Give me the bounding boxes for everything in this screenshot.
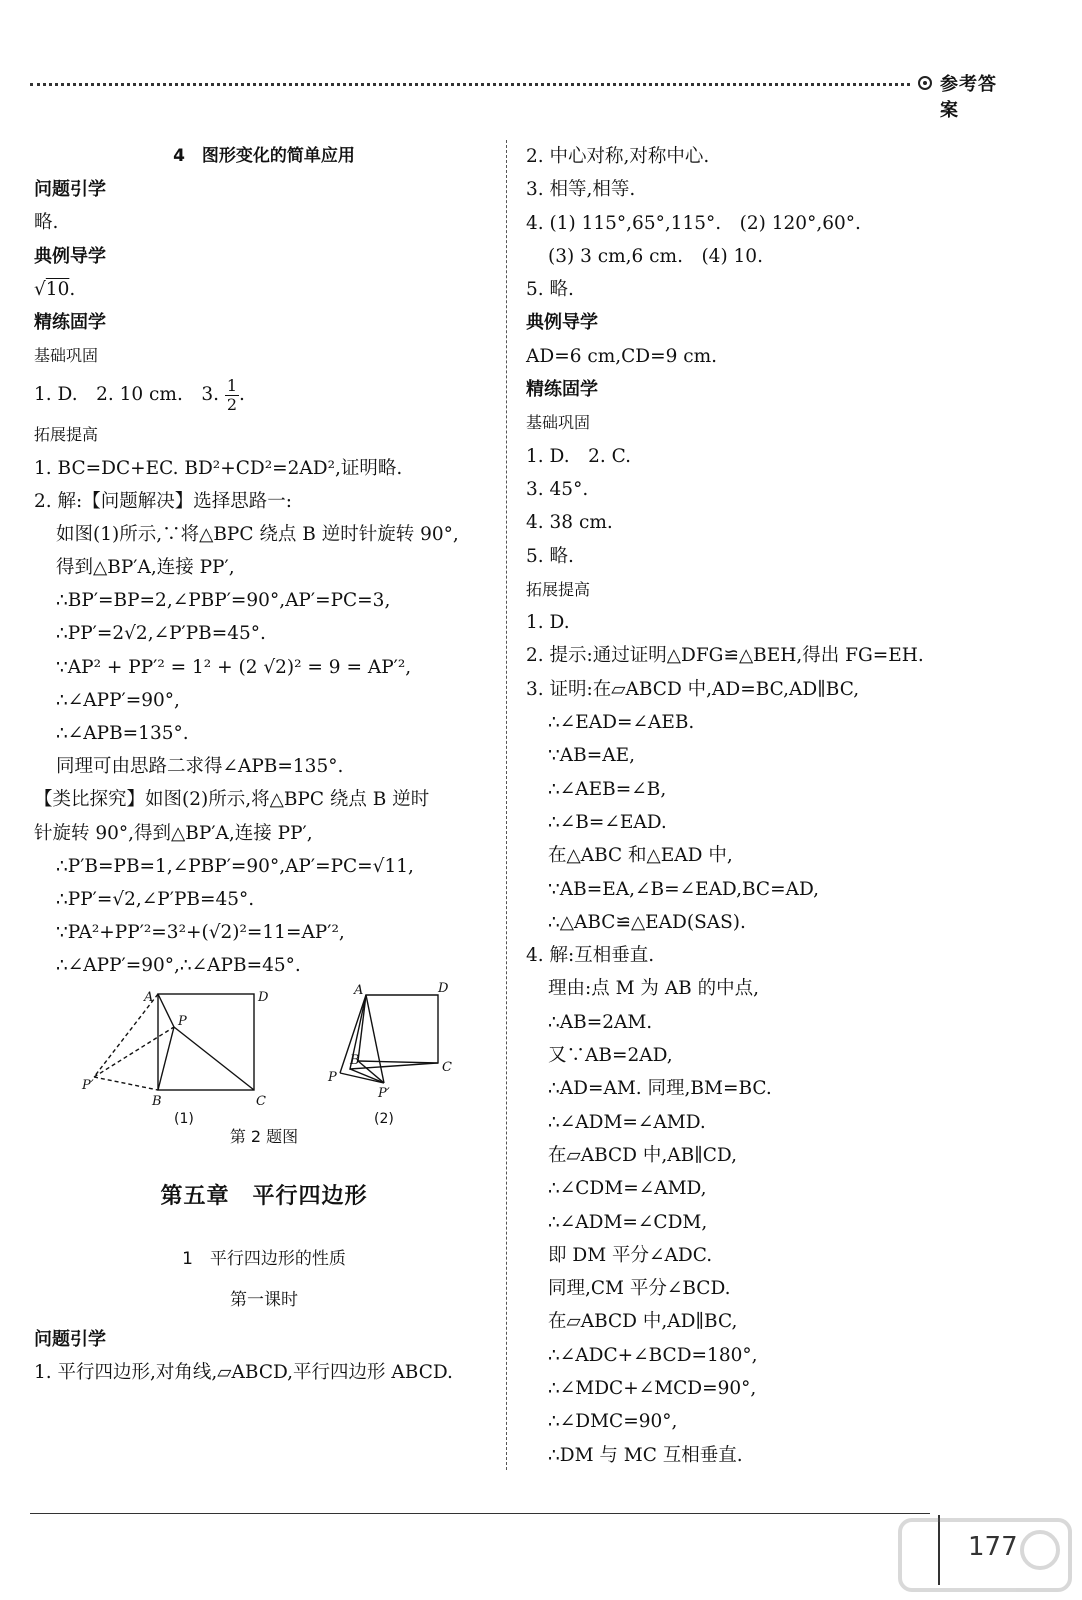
answer-line: ∴AB=2AM.: [548, 1011, 653, 1033]
answer-line: ∴∠ADC+∠BCD=180°,: [548, 1344, 758, 1366]
heading-dianli-r: 典例导学: [526, 312, 598, 334]
answer-line: 1. D. 2. C.: [526, 445, 631, 467]
page-number: 177: [968, 1532, 1018, 1562]
heading-wentiyinxue-2: 问题引学: [34, 1328, 106, 1350]
answer-line: 又∵AB=2AD,: [548, 1045, 673, 1067]
segment-pc-1: [174, 1027, 254, 1090]
answer-line: 5. 略.: [526, 279, 574, 301]
answer-line: ∵AB=EA,∠B=∠EAD,BC=AD,: [548, 878, 819, 900]
answer-line: 1. BC=DC+EC. BD²+CD²=2AD²,证明略.: [34, 457, 403, 479]
header-title: 参考答案: [940, 74, 997, 121]
answer-line: 5. 略.: [526, 545, 574, 567]
answer-line: ∵PA²+PP′²=3²+(√2)²=11=AP′²,: [56, 922, 345, 944]
answer-line: 同理可由思路二求得∠APB=135°.: [56, 756, 344, 778]
answer-line: 3. 证明:在▱ABCD 中,AD=BC,AD∥BC,: [526, 678, 860, 700]
answer-line: ∴∠AEB=∠B,: [548, 778, 667, 800]
header-dotted-rule: [30, 83, 910, 86]
subheading-tuozhan: 拓展提高: [34, 425, 99, 445]
answer-line: 1. D.: [526, 612, 570, 634]
answer-line: ∴△ABC≌△EAD(SAS).: [548, 911, 746, 933]
answer-line: 【类比探究】如图(2)所示,将△BPC 绕点 B 逆时: [34, 789, 430, 811]
answer-line: 得到△BP′A,连接 PP′,: [56, 557, 235, 579]
heading-jinglian: 精练固学: [34, 311, 106, 333]
lesson-title: 1 平行四边形的性质: [182, 1248, 346, 1269]
answer-line: 3. 45°.: [526, 478, 589, 500]
answer-line: ∴∠MDC+∠MCD=90°,: [548, 1377, 757, 1399]
answer-line: ∴PP′=√2,∠P′PB=45°.: [56, 888, 255, 910]
label-p-prime-1: P′: [82, 1077, 94, 1093]
answer-line: ∴∠ADM=∠AMD.: [548, 1111, 706, 1133]
answer-line: ∵AB=AE,: [548, 745, 635, 767]
column-divider: [506, 140, 507, 1470]
answer-line: 同理,CM 平分∠BCD.: [548, 1278, 731, 1300]
answer-line: 即 DM 平分∠ADC.: [548, 1244, 713, 1266]
answer-line: 在▱ABCD 中,AD∥BC,: [548, 1311, 738, 1333]
fraction: [225, 377, 239, 414]
fraction-numerator: 1: [226, 375, 238, 395]
caption-fig-2: (2): [374, 1110, 394, 1127]
answer-line: 在▱ABCD 中,AB∥CD,: [548, 1144, 737, 1166]
figure-caption: 第 2 题图: [229, 1126, 299, 1146]
figure-2: [340, 995, 438, 1083]
answer-line: ∴∠DMC=90°,: [548, 1411, 678, 1433]
answer-line: 如图(1)所示,∵将△BPC 绕点 B 逆时针旋转 90°,: [56, 523, 459, 545]
square-abcd-1: [158, 994, 254, 1090]
figure-q2: [34, 980, 494, 1127]
subheading-jichu: 基础巩固: [34, 346, 99, 366]
basic-answers-text: 1. D. 2. 10 cm. 3.: [34, 384, 225, 406]
subheading-tuozhan-r: 拓展提高: [526, 579, 591, 599]
answer-line: 2. 解:【问题解决】选择思路一:: [34, 490, 292, 512]
answer-line: ∴∠CDM=∠AMD,: [548, 1178, 707, 1200]
label-a-2: A: [354, 982, 364, 998]
answer-basic: 1. D. 2. 10 cm. 3. $\frac{1}{2}$ .: [34, 375, 245, 414]
answer-line: ∴∠APP′=90°,: [56, 689, 180, 711]
answer-line: ∵AP² + PP′² = 1² + (2 √2)² = 9 = AP′²,: [56, 656, 412, 678]
sqrt-radicand: 10: [45, 278, 70, 300]
label-b-2: B: [350, 1052, 360, 1068]
left-column: [34, 140, 494, 1389]
answer-line: ∴AD=AM. 同理,BM=BC.: [548, 1078, 772, 1100]
fraction-denominator: 2: [226, 394, 238, 414]
answer-line: ∴∠APP′=90°,∴∠APB=45°.: [56, 955, 301, 977]
answer-line: 4. (1) 115°,65°,115°. (2) 120°,60°.: [526, 212, 861, 234]
answer-line: ∴∠ADM=∠CDM,: [548, 1211, 708, 1233]
heading-wentiyinxue: 问题引学: [34, 179, 106, 201]
answer-line: 1. 平行四边形,对角线,▱ABCD,平行四边形 ABCD.: [34, 1362, 453, 1384]
answer-line: 理由:点 M 为 AB 的中点,: [548, 978, 760, 1000]
answer-line: 3. 相等,相等.: [526, 179, 636, 201]
answer-line: 略.: [34, 212, 59, 234]
answer-line: ∴DM 与 MC 互相垂直.: [548, 1444, 743, 1466]
label-a-1: A: [144, 989, 154, 1005]
label-c-2: C: [442, 1059, 452, 1075]
answer-line: (3) 3 cm,6 cm. (4) 10.: [548, 245, 763, 267]
answer-line: 在△ABC 和△EAD 中,: [548, 845, 733, 867]
keshi-title: 第一课时: [230, 1289, 298, 1310]
answer-line: ∴P′B=PB=1,∠PBP′=90°,AP′=PC=√11,: [56, 855, 414, 877]
label-b-1: B: [152, 1093, 162, 1109]
segment-pb-1: [158, 1027, 174, 1090]
label-d-1: D: [258, 989, 269, 1005]
answer-line: AD=6 cm,CD=9 cm.: [526, 345, 718, 367]
answer-line: ∴BP′=BP=2,∠PBP′=90°,AP′=PC=3,: [56, 590, 391, 612]
heading-jinglian-r: 精练固学: [526, 379, 598, 401]
caption-fig-1: (1): [174, 1110, 194, 1127]
section-title: 4 图形变化的简单应用: [173, 146, 355, 166]
answer-line: ∴∠EAD=∠AEB.: [548, 712, 695, 734]
answer-line: 2. 中心对称,对称中心.: [526, 146, 710, 167]
answer-line: 4. 解:互相垂直.: [526, 945, 655, 967]
label-p-2: P: [328, 1069, 337, 1085]
label-p-1: P: [178, 1013, 187, 1029]
answer-line: ∴∠B=∠EAD.: [548, 811, 667, 833]
watermark-logo-icon: [890, 1510, 1080, 1600]
segment-pc-2: [358, 1061, 438, 1063]
chapter-title: 第五章 平行四边形: [160, 1183, 368, 1209]
label-d-2: D: [438, 980, 449, 996]
segment-ap-1: [158, 994, 174, 1027]
label-p-prime-2: P′: [378, 1085, 390, 1101]
bullet-circle-icon: [918, 76, 932, 90]
label-c-1: C: [256, 1093, 266, 1109]
answer-line: ∴∠APB=135°.: [56, 723, 189, 744]
subheading-jichu-r: 基础巩固: [526, 413, 591, 433]
heading-dianli: 典例导学: [34, 245, 106, 267]
sqrt-sign-icon: √: [34, 278, 46, 300]
page-header: [30, 72, 1010, 121]
answer-sqrt10: √10.: [34, 278, 76, 300]
segment-p2b-1: [94, 1077, 158, 1090]
segment-ap2-1: [94, 994, 158, 1077]
answer-line: 针旋转 90°,得到△BP′A,连接 PP′,: [34, 822, 313, 844]
right-column: [526, 140, 1006, 1472]
figure-1: [94, 994, 254, 1090]
answer-line: 4. 38 cm.: [526, 512, 613, 534]
answer-line: ∴PP′=2√2,∠P′PB=45°.: [56, 623, 266, 645]
segment-pp2-1: [94, 1027, 174, 1077]
geometry-figure: [34, 980, 494, 1129]
answer-line: 2. 提示:通过证明△DFG≌△BEH,得出 FG=EH.: [526, 645, 924, 667]
quadrilateral-abcd-2: [350, 995, 438, 1069]
footer-rule: [30, 1513, 930, 1514]
